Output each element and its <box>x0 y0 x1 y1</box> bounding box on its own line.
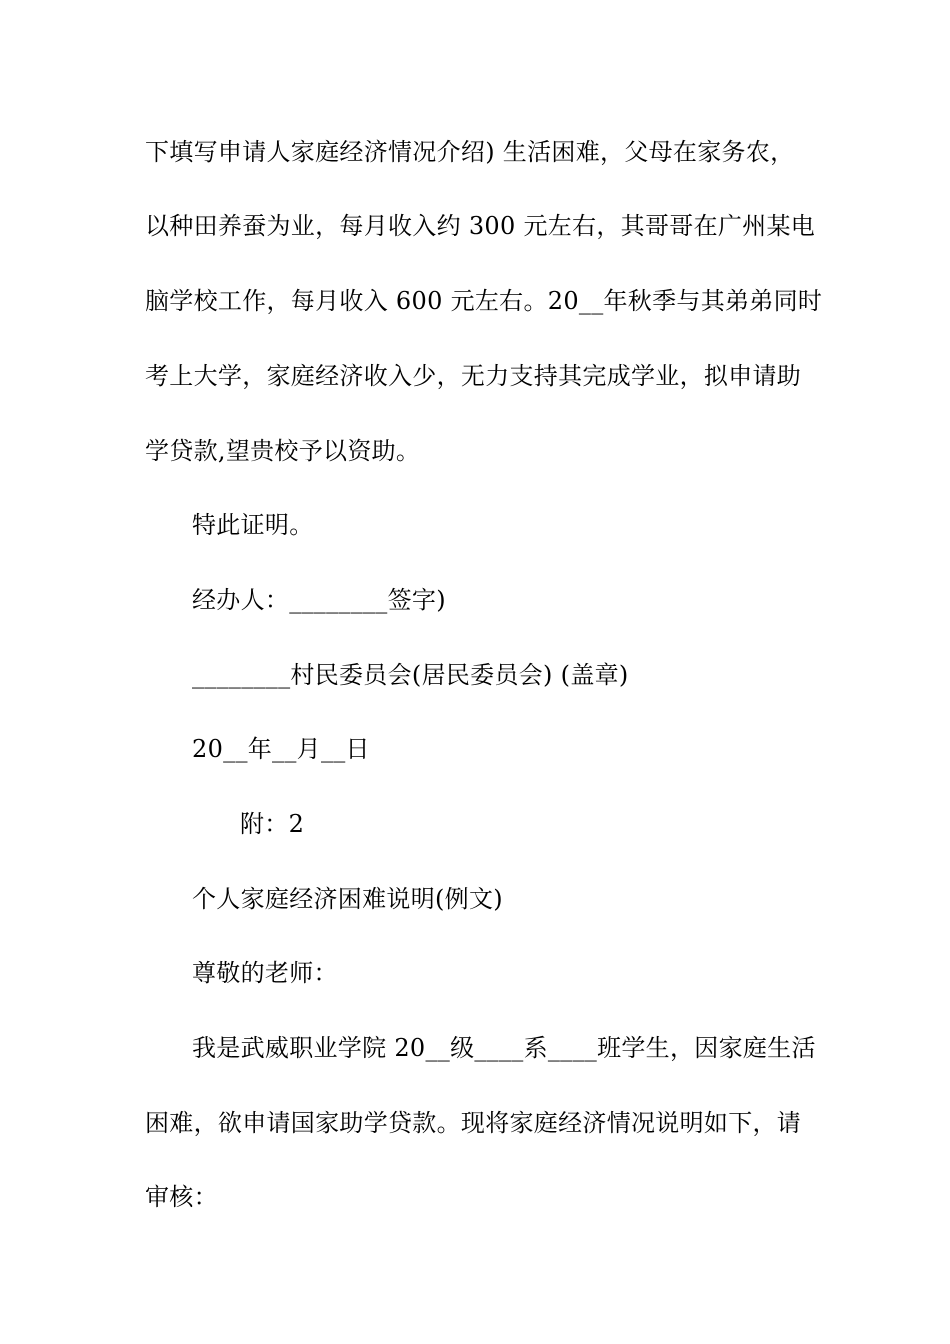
handler-signature-line: 经办人：________签字) <box>192 586 446 614</box>
paragraph-line: 困难，欲申请国家助学贷款。现将家庭经济情况说明如下，请 <box>145 1109 802 1137</box>
certification-line: 特此证明。 <box>192 511 314 539</box>
paragraph-line: 我是武威职业学院 20__级____系____班学生，因家庭生活 <box>192 1034 816 1062</box>
paragraph-line: 脑学校工作，每月收入 600 元左右。20__年秋季与其弟弟同时 <box>145 287 823 315</box>
committee-seal-line: ________村民委员会(居民委员会) (盖章) <box>192 661 629 689</box>
paragraph-line: 考上大学，家庭经济收入少，无力支持其完成学业，拟申请助 <box>145 362 802 390</box>
section-title: 个人家庭经济困难说明(例文) <box>192 885 503 913</box>
paragraph-line: 以种田养蚕为业，每月收入约 300 元左右，其哥哥在广州某电 <box>145 212 816 240</box>
paragraph-line: 学贷款,望贵校予以资助。 <box>145 437 421 465</box>
date-line: 20__年__月__日 <box>192 735 370 763</box>
paragraph-line: 下填写申请人家庭经济情况介绍) 生活困难，父母在家务农， <box>145 138 795 166</box>
paragraph-line: 审核： <box>145 1183 218 1211</box>
appendix-label: 附：2 <box>240 810 305 838</box>
salutation: 尊敬的老师： <box>192 959 338 987</box>
